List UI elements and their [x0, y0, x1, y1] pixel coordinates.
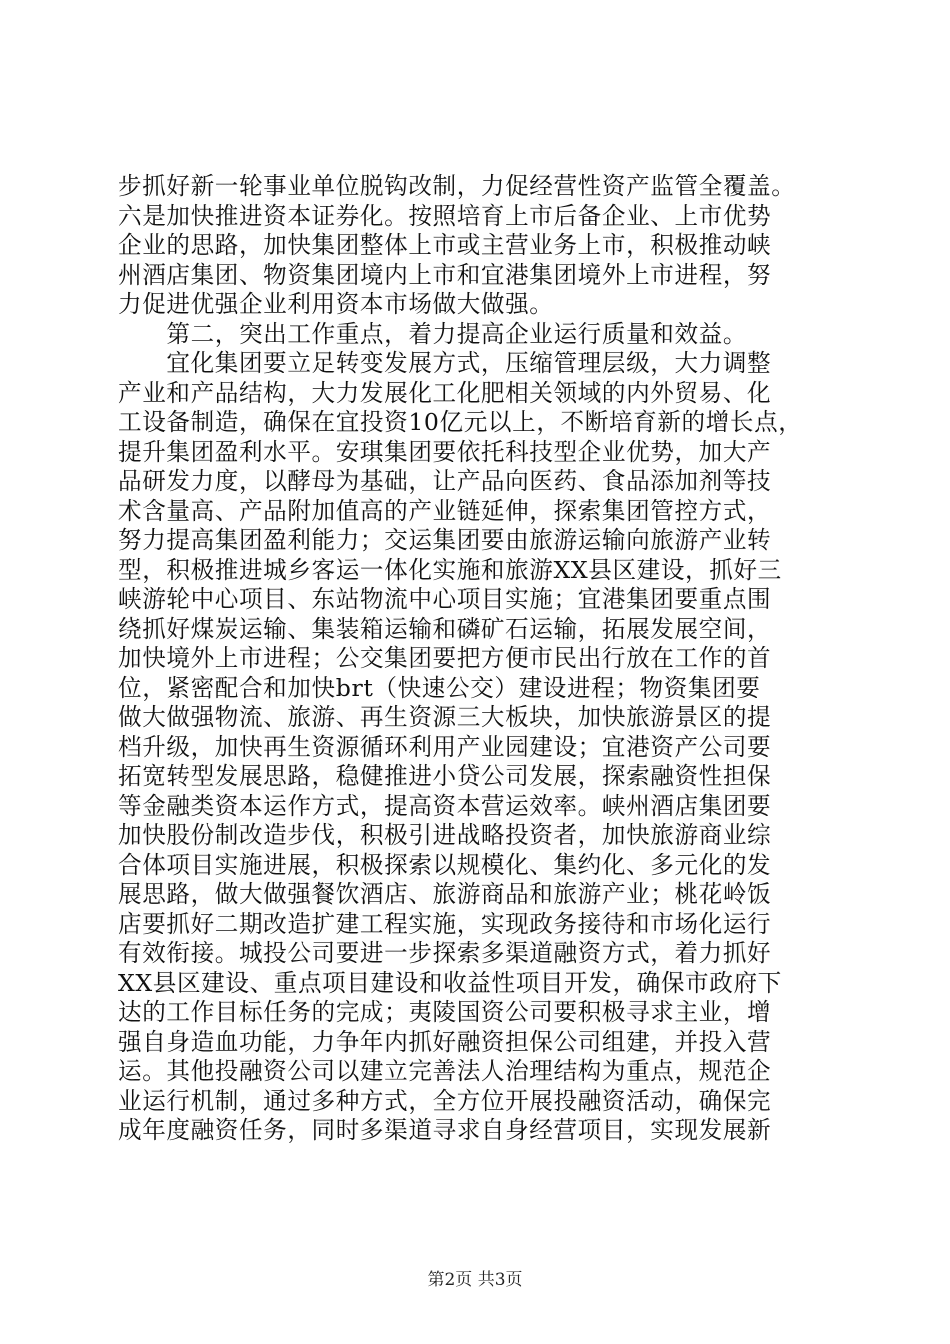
- text-line: 强自身造血功能，力争年内抓好融资担保公司组建，并投入营: [118, 1027, 772, 1056]
- text-line: 型，积极推进城乡客运一体化实施和旅游XX县区建设，抓好三: [118, 555, 782, 584]
- text-line: 力促进优强企业利用资本市场做大做强。: [118, 290, 554, 318]
- text-line: 运。其他投融资公司以建立完善法人治理结构为重点，规范企: [118, 1057, 772, 1085]
- text-line: 品研发力度，以酵母为基础，让产品向医药、食品添加剂等技: [118, 467, 772, 495]
- section-heading: 第二，突出工作重点，着力提高企业运行质量和效益。: [118, 319, 748, 348]
- text-line: 六是加快推进资本证券化。按照培育上市后备企业、上市优势: [118, 201, 772, 230]
- text-line: 等金融类资本运作方式，提高资本营运效率。峡州酒店集团要: [118, 791, 772, 820]
- text-line: 步抓好新一轮事业单位脱钩改制，力促经营性资产监管全覆盖。: [118, 172, 796, 200]
- body-text: [118, 172, 834, 1146]
- text-line: 展思路，做大做强餐饮酒店、旅游商品和旅游产业；桃花岭饭: [118, 880, 772, 908]
- text-line: 店要抓好二期改造扩建工程实施，实现政务接待和市场化运行: [118, 909, 772, 938]
- text-line: 绕抓好煤炭运输、集装箱运输和磷矿石运输，拓展发展空间，: [118, 614, 772, 643]
- text-line: 档升级，加快再生资源循环利用产业园建设；宜港资产公司要: [118, 732, 772, 761]
- text-line: 加快境外上市进程；公交集团要把方便市民出行放在工作的首: [118, 644, 772, 672]
- page-footer: 第2页 共3页: [427, 1270, 523, 1290]
- text-line: 拓宽转型发展思路，稳健推进小贷公司发展，探索融资性担保: [118, 762, 772, 790]
- text-line: 宜化集团要立足转变发展方式，压缩管理层级，大力调整: [118, 349, 772, 377]
- text-line: 加快股份制改造步伐，积极引进战略投资者，加快旅游商业综: [118, 821, 772, 849]
- text-line: 产业和产品结构，大力发展化工化肥相关领域的内外贸易、化: [118, 378, 772, 407]
- text-line: 合体项目实施进展，积极探索以规模化、集约化、多元化的发: [118, 850, 772, 879]
- text-line: 做大做强物流、旅游、再生资源三大板块，加快旅游景区的提: [118, 703, 772, 731]
- text-line: 达的工作目标任务的完成；夷陵国资公司要积极寻求主业，增: [118, 998, 772, 1026]
- text-line: 努力提高集团盈利能力；交运集团要由旅游运输向旅游产业转: [118, 526, 772, 554]
- text-line: 工设备制造，确保在宜投资10亿元以上，不断培育新的增长点，: [118, 408, 803, 436]
- text-line: 有效衔接。城投公司要进一步探索多渠道融资方式，着力抓好: [118, 939, 772, 967]
- text-line: 企业的思路，加快集团整体上市或主营业务上市，积极推动峡: [118, 231, 772, 259]
- text-line: 峡游轮中心项目、东站物流中心项目实施；宜港集团要重点围: [118, 585, 772, 613]
- text-line: XX县区建设、重点项目建设和收益性项目开发，确保市政府下: [118, 968, 782, 997]
- text-line: 成年度融资任务，同时多渠道寻求自身经营项目，实现发展新: [118, 1116, 772, 1144]
- text-line: 术含量高、产品附加值高的产业链延伸，探索集团管控方式，: [118, 496, 772, 525]
- text-line: 提升集团盈利水平。安琪集团要依托科技型企业优势，加大产: [118, 437, 772, 466]
- text-line: 州酒店集团、物资集团境内上市和宜港集团境外上市进程，努: [118, 260, 772, 289]
- text-line: 位，紧密配合和加快brt（快速公交）建设进程；物资集团要: [118, 673, 761, 702]
- text-line: 业运行机制，通过多种方式，全方位开展投融资活动，确保完: [118, 1086, 772, 1115]
